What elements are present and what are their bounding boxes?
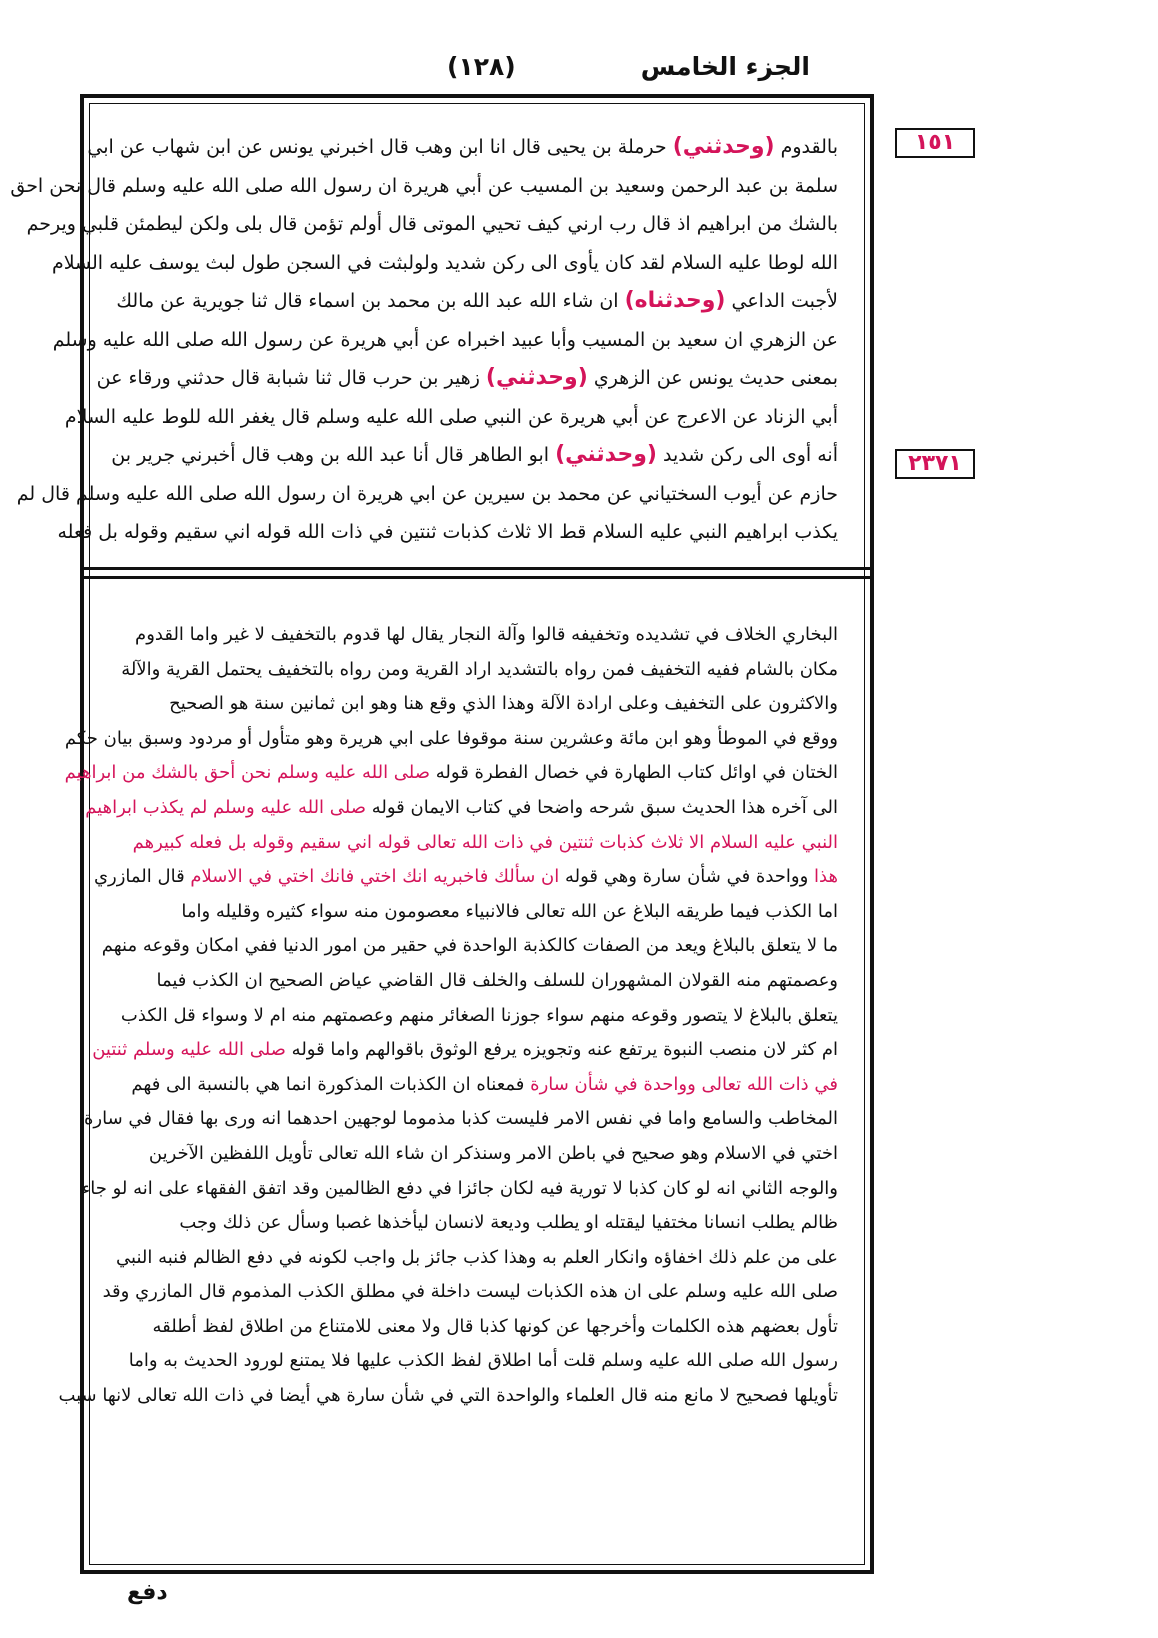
text-line — [108, 1344, 838, 1379]
quoted-matn: النبي عليه السلام الا ثلاث كذبات ثنتين في ذات الله تعالى قوله اني سقيم وقوله بل فعله كبيرهم — [132, 831, 838, 853]
text-line — [108, 1137, 838, 1172]
text-run: تأول بعضهم هذه الكلمات وأخرجها عن كونها كذبا قال ولا معنى للامتناع من اطلاق لفظ أطلقه — [152, 1315, 838, 1337]
page-number: (١٢٨) — [447, 52, 516, 81]
text-run: سلمة بن عبد الرحمن وسعيد بن المسيب عن أبي هريرة ان رسول الله صلى الله عليه وسلم قال نحن احق — [10, 174, 838, 197]
text-run: رسول الله صلى الله عليه وسلم قلت أما اطلاق لفظ الكذب عليها فلا يمتنع لورود الحديث به واما — [128, 1350, 838, 1372]
text-run: مكان بالشام ففيه التخفيف فمن رواه بالتشديد اراد القرية ومن رواه بالتخفيف يحتمل القرية والآلة — [121, 658, 838, 680]
hadith-number-margin: ٢٣٧١ — [895, 449, 975, 479]
text-run: لأجبت الداعي — [725, 290, 838, 312]
text-run: حرملة بن يحيى قال انا ابن وهب قال اخبرني يونس عن ابن شهاب عن ابي — [87, 136, 673, 158]
text-line — [52, 321, 838, 360]
text-run: الختان في اوائل كتاب الطهارة في خصال الفطرة قوله — [430, 762, 838, 784]
text-run: أبي الزناد عن الاعرج عن أبي هريرة عن النبي صلى الله عليه وسلم قال يغفر الله للوط عليه السلام — [64, 405, 838, 428]
narration-marker: (وحدثني) — [485, 365, 588, 390]
separator-top — [84, 567, 870, 570]
text-run: والوجه الثاني انه لو كان كذبا لا تورية فيه لكان جائزا في دفع الظالمين وقد اتفق الفقهاء على انه لو جاء — [81, 1177, 838, 1199]
text-run: ووقع في الموطأ وهو ابن مائة وعشرين سنة موقوفا على ابي هريرة وهو متأول أو مردود وسبق بيان حكم — [64, 727, 838, 749]
text-line — [108, 1206, 838, 1241]
text-line — [108, 1310, 838, 1345]
text-line — [87, 128, 838, 167]
text-line — [96, 359, 838, 398]
text-run: ما لا يتعلق بالبلاغ ويعد من الصفات كالكذبة الواحدة في حقير من امور الدنيا ففي امكان وقوعه منهم — [101, 935, 838, 957]
text-run: الله لوطا عليه السلام لقد كان يأوى الى ركن شديد ولولبثت في السجن طول لبث يوسف عليه السلام — [51, 251, 838, 274]
text-run: قال المازري — [93, 866, 191, 888]
text-line — [108, 826, 838, 861]
commentary-text — [58, 618, 838, 1414]
text-run: ام كثر لان منصب النبوة يرتفع عنه وتجويزه يرفع الوثوق باقوالهم واما قوله — [285, 1039, 838, 1061]
text-run: اختي في الاسلام وهو صحيح في باطن الامر وسنذكر ان شاء الله تعالى تأويل اللفظين الآخرين — [148, 1142, 838, 1164]
text-run: البخاري الخلاف في تشديده وتخفيفه قالوا وآلة النجار يقال لها قدوم بالتخفيف لا غير واما القدوم — [135, 624, 838, 645]
narration-marker: (وحدثني) — [672, 134, 775, 159]
text-line — [64, 722, 838, 757]
text-line — [83, 1102, 838, 1137]
quoted-matn: صلى الله عليه وسلم لم يكذب ابراهيم — [85, 796, 367, 818]
text-line — [108, 999, 838, 1034]
text-run: وواحدة في شأن سارة وهي قوله — [559, 866, 815, 888]
text-line — [108, 436, 838, 475]
text-line — [57, 513, 838, 552]
text-line — [81, 1172, 838, 1207]
text-run: والاكثرون على التخفيف وعلى ارادة الآلة وهذا الذي وقع هنا وهو ابن ثمانين سنة هو الصحيح — [169, 693, 838, 715]
text-run: زهير بن حرب قال ثنا شبابة قال حدثني ورقاء عن — [96, 367, 486, 389]
quoted-matn: ان سألك فاخبريه انك اختي فانك اختي في الاسلام — [190, 866, 560, 888]
catchword: دفع — [127, 1580, 168, 1605]
text-run: على من علم ذلك اخفاؤه وانكار العلم به وهذا كذب جائز بل واجب لكونه في دفع الظالم فنبه النبي — [116, 1246, 838, 1268]
text-run: اما الكذب فيما طريقه البلاغ عن الله تعالى فالانبياء معصومون منه سواء كثيره وقليله واما — [181, 900, 838, 922]
text-run: عن الزهري ان سعيد بن المسيب وأبا عبيد اخبراه عن أبي هريرة عن رسول الله صلى الله عليه وسلم — [52, 328, 838, 351]
text-run: ابو الطاهر قال أنا عبد الله بن وهب قال أخبرني جرير بن — [111, 444, 556, 466]
text-run: حازم عن أيوب السختياني عن محمد بن سيرين عن ابي هريرة ان رسول الله صلى الله عليه وسلم قال لم — [16, 482, 838, 505]
text-run: بالشك من ابراهيم اذ قال رب ارني كيف تحيي الموتى قال أولم تؤمن قال بلى ولكن ليطمئن قلبي ويرحم — [26, 213, 838, 235]
text-run: بالقدوم — [774, 136, 838, 158]
text-run: يكذب ابراهيم النبي عليه السلام قط الا ثلاث كذبات ثنتين في ذات الله قوله اني سقيم وقوله بل فعله — [57, 521, 838, 543]
text-line — [108, 964, 838, 999]
text-run: ان شاء الله عبد الله بن محمد بن اسماء قال ثنا جويرية عن مالك — [116, 290, 625, 312]
text-line — [51, 244, 838, 283]
text-run: فمعناه ان الكذبات المذكورة انما هي بالنسبة الى فهم — [131, 1073, 531, 1095]
text-line — [93, 860, 838, 895]
quoted-matn: في ذات الله تعالى وواحدة في شأن سارة — [530, 1073, 838, 1095]
text-line — [26, 205, 838, 244]
text-run: الى آخره هذا الحديث سبق شرحه واضحا في كتاب الايمان قوله — [366, 796, 838, 818]
text-run: وعصمتهم منه القولان المشهوران للسلف والخلف قال القاضي عياض الصحيح ان الكذب فيما — [156, 969, 838, 991]
text-line — [108, 895, 838, 930]
text-line — [16, 475, 838, 514]
text-line — [102, 1275, 838, 1310]
text-line — [10, 167, 838, 206]
text-run: المخاطب والسامع واما في نفس الامر فليست كذبا مذموما لوجهين احدهما انه ورى بها فقال في سارة — [83, 1108, 838, 1130]
text-line — [108, 1241, 838, 1276]
text-run: يتعلق بالبلاغ لا يتصور وقوعه منهم سواء جوزنا الصغائر منهم وعصمتهم منه ام لا وسواء قل الكذب — [120, 1004, 838, 1026]
text-line — [108, 282, 838, 321]
text-run: بمعنى حديث يونس عن الزهري — [587, 367, 838, 389]
narration-marker: (وحدثناه) — [624, 288, 726, 313]
text-line — [108, 653, 838, 688]
text-line — [108, 1068, 838, 1103]
separator-bottom — [84, 576, 870, 579]
narration-marker: (وحدثني) — [555, 442, 657, 467]
quoted-matn: هذا — [814, 866, 838, 888]
text-line — [108, 687, 838, 722]
quoted-matn: صلى الله عليه وسلم نحن أحق بالشك من ابراهيم — [64, 762, 431, 784]
text-run: ظالم يطلب انسانا مختفيا ليقتله او يطلب وديعة لانسان ليأخذها غصبا وسأل عن ذلك وجب — [179, 1212, 838, 1234]
part-title: الجزء الخامس — [640, 52, 810, 81]
hadith-number-margin: ١٥١ — [895, 128, 975, 158]
quoted-matn: صلى الله عليه وسلم ثنتين — [92, 1039, 286, 1061]
text-run: أنه أوى الى ركن شديد — [656, 444, 838, 466]
text-run: تأويلها فصحيح لا مانع منه قال العلماء والواحدة التي في شأن سارة هي أيضا في ذات الله تعالى لانها سبب — [58, 1385, 838, 1407]
hadith-text — [10, 128, 838, 552]
text-line — [101, 929, 838, 964]
text-line — [92, 1033, 838, 1068]
text-line — [64, 756, 838, 791]
text-line — [108, 618, 838, 653]
text-line — [58, 1379, 838, 1414]
text-line — [64, 398, 838, 437]
text-run: صلى الله عليه وسلم على ان هذه الكذبات ليست داخلة في مطلق الكذب المذموم قال المازري وقد — [102, 1281, 838, 1303]
text-line — [85, 791, 838, 826]
